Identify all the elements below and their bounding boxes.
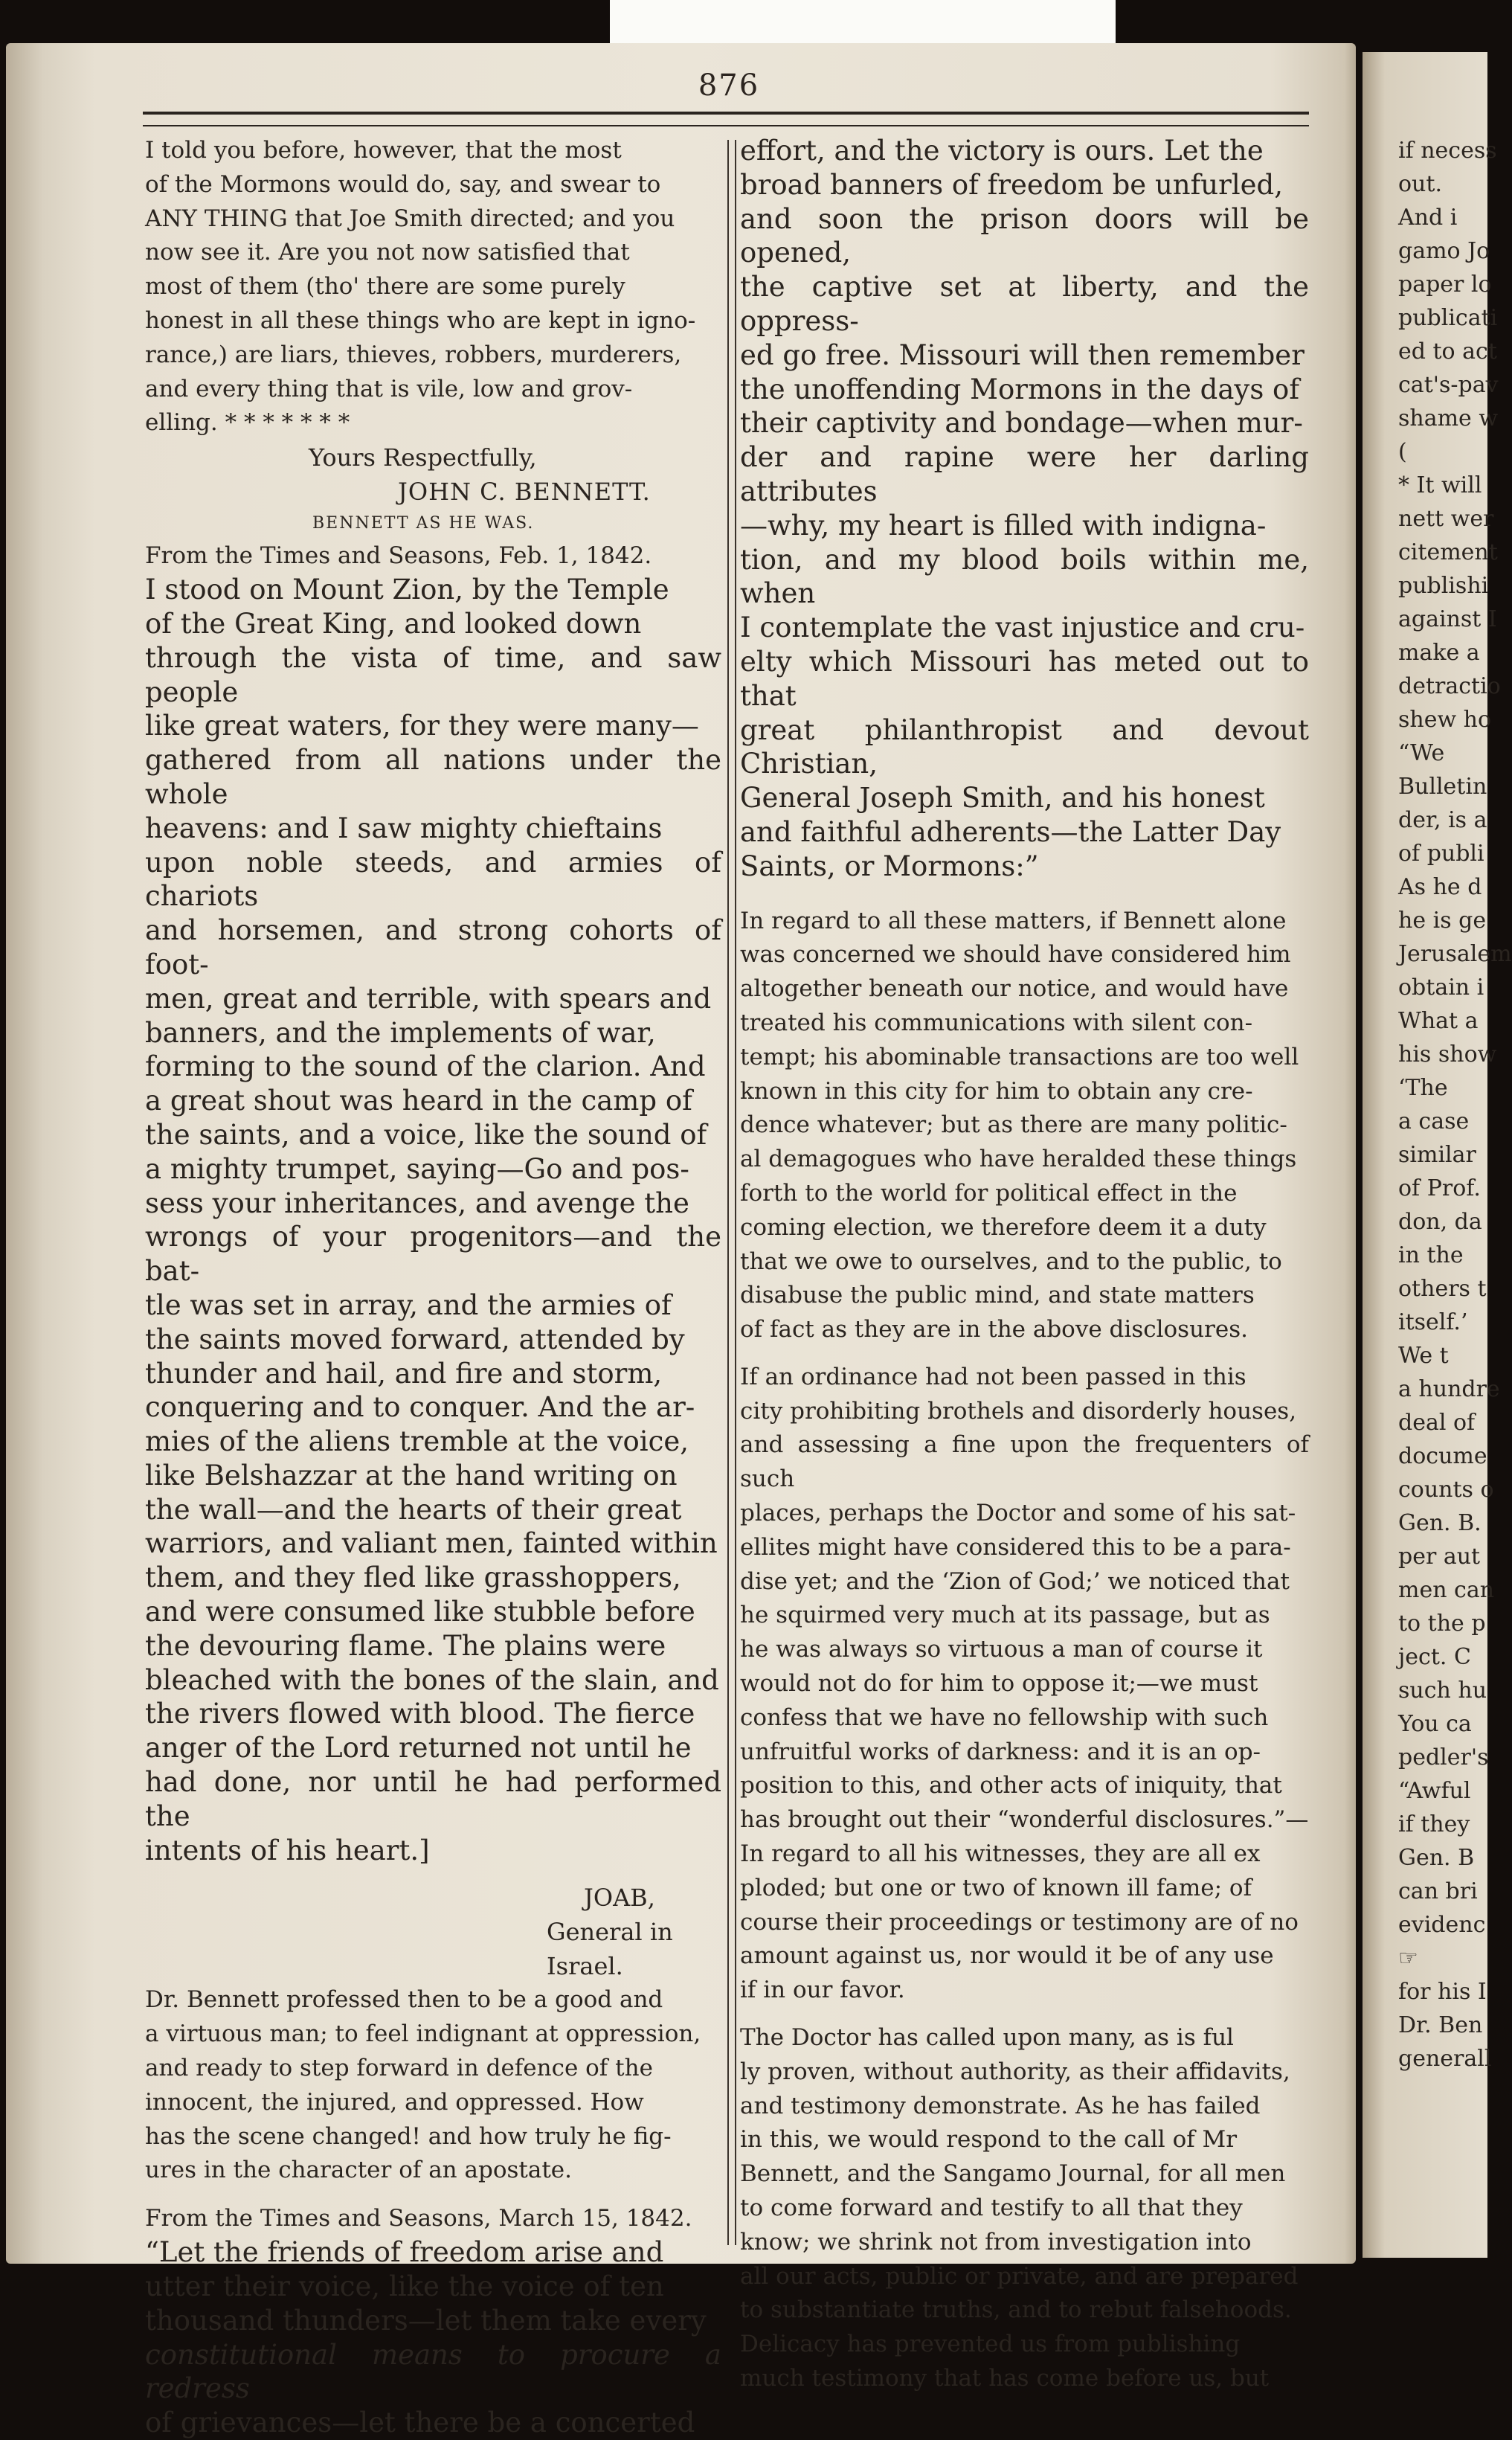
quoted-passage-continued bbox=[740, 134, 1309, 884]
text-line: and soon the prison doors will be opened, bbox=[740, 202, 1309, 269]
text-line: docume bbox=[1398, 1443, 1487, 1469]
text-line: al demagogues who have heralded these things bbox=[740, 1146, 1297, 1173]
editorial-paragraph bbox=[740, 905, 1309, 1347]
header-rule bbox=[143, 112, 1309, 126]
page-number: 876 bbox=[698, 68, 760, 103]
text-line: others t bbox=[1398, 1276, 1487, 1302]
text-line: What a bbox=[1398, 1008, 1479, 1034]
letter-closing: Yours Respectfully, bbox=[309, 443, 537, 472]
text-line: places, perhaps the Doctor and some of his sat- bbox=[740, 1500, 1296, 1527]
text-line: In regard to all these matters, if Bennett alone bbox=[740, 907, 1287, 934]
text-line: in this, we would respond to the call of Mr bbox=[740, 2126, 1238, 2154]
text-line: ject. C bbox=[1398, 1644, 1471, 1670]
text-line: treated his communications with silent con- bbox=[740, 1009, 1253, 1036]
text-line: der and rapine were her darling attributes bbox=[740, 441, 1309, 507]
text-line: make a bbox=[1398, 640, 1480, 666]
text-line: has the scene changed! and how truly he fig- bbox=[145, 2122, 672, 2150]
text-line: amount against us, nor would it be of any use bbox=[740, 1942, 1274, 1970]
left-column bbox=[145, 134, 721, 2440]
text-line: Bulletin bbox=[1398, 774, 1487, 800]
text-line: wrongs of your progenitors—and the bat- bbox=[145, 1221, 721, 1288]
text-line: tempt; his abominable transactions are too well bbox=[740, 1043, 1299, 1070]
text-line: a virtuous man; to feel indignant at oppression, bbox=[145, 2020, 701, 2048]
text-line: bleached with the bones of the slain, and bbox=[145, 1663, 719, 1696]
text-line: shew ho bbox=[1398, 707, 1492, 733]
text-line: has brought out their “wonderful disclosures.”— bbox=[740, 1806, 1309, 1834]
text-line: know; we shrink not from investigation into bbox=[740, 2228, 1252, 2256]
text-line: course their proceedings or testimony are of no bbox=[740, 1908, 1299, 1936]
text-line: utter their voice, like the voice of ten bbox=[145, 2270, 664, 2303]
facing-page-text bbox=[1398, 134, 1512, 2075]
text-line: now see it. Are you not now satisfied that bbox=[145, 239, 630, 266]
text-line: “Let the friends of freedom arise and bbox=[145, 2236, 664, 2269]
text-line: Saints, or Mormons:” bbox=[740, 850, 1039, 882]
text-line: ly proven, without authority, as their affidavits, bbox=[740, 2058, 1290, 2085]
text-line: conquering and to conquer. And the ar- bbox=[145, 1391, 695, 1424]
text-line: counts o bbox=[1398, 1477, 1494, 1503]
facing-page-column bbox=[1398, 134, 1512, 2075]
text-line: that we owe to ourselves, and to the public, to bbox=[740, 1248, 1282, 1275]
text-line: Dr. Bennett professed then to be a good and bbox=[145, 1986, 663, 2014]
text-line: position to this, and other acts of iniquity, that bbox=[740, 1772, 1282, 1800]
text-line: and were consumed like stubble before bbox=[145, 1596, 695, 1628]
source-citation: From the Times and Seasons, Feb. 1, 1842. bbox=[145, 542, 652, 570]
text-line: thunder and hail, and fire and storm, bbox=[145, 1357, 663, 1390]
text-line: I told you before, however, that the most bbox=[145, 137, 622, 164]
text-line: ☞ bbox=[1398, 1945, 1418, 1971]
text-line: elty which Missouri has meted out to that bbox=[740, 645, 1309, 712]
text-line: and every thing that is vile, low and grov- bbox=[145, 375, 633, 402]
text-line: a hundre bbox=[1398, 1376, 1500, 1402]
text-line: innocent, the injured, and oppressed. How bbox=[145, 2088, 644, 2116]
text-line: if in our favor. bbox=[740, 1977, 905, 2004]
text-line: known in this city for him to obtain any cre- bbox=[740, 1077, 1253, 1105]
text-line: heavens: and I saw mighty chieftains bbox=[145, 812, 663, 844]
text-line: the captive set at liberty, and the oppress- bbox=[740, 271, 1309, 337]
text-line: per aut bbox=[1398, 1544, 1481, 1570]
text-line: Bennett, and the Sangamo Journal, for all men bbox=[740, 2160, 1286, 2188]
text-line: don, da bbox=[1398, 1209, 1482, 1235]
text-line: for his I bbox=[1398, 1979, 1487, 2005]
quote-signature-title: General in Israel. bbox=[547, 1918, 673, 1981]
text-line: And i bbox=[1398, 205, 1458, 231]
text-line: most of them (tho' there are some purely bbox=[145, 273, 625, 301]
text-line: generall bbox=[1398, 2046, 1492, 2072]
text-line: publicati bbox=[1398, 305, 1498, 331]
text-line: Gen. B bbox=[1398, 1845, 1475, 1871]
text-line: ures in the character of an apostate. bbox=[145, 2157, 572, 2184]
text-line: anger of the Lord returned not until he bbox=[145, 1732, 692, 1765]
text-line: forth to the world for political effect in the bbox=[740, 1179, 1238, 1207]
text-line: ( bbox=[1398, 439, 1407, 465]
text-line: of Prof. bbox=[1398, 1175, 1481, 1201]
section-caption: BENNETT AS HE WAS. bbox=[312, 514, 535, 533]
text-line: like Belshazzar at the hand writing on bbox=[145, 1459, 678, 1492]
text-line: We t bbox=[1398, 1343, 1449, 1369]
text-line: ‘The bbox=[1398, 1075, 1448, 1101]
spacer bbox=[145, 1867, 721, 1881]
text-line: ellites might have considered this to be a para- bbox=[740, 1533, 1291, 1561]
text-line: and assessing a fine upon the frequenters of such bbox=[740, 1431, 1309, 1493]
spacer bbox=[145, 2188, 721, 2201]
text-line: “Awful bbox=[1398, 1778, 1471, 1804]
text-line: der, is a bbox=[1398, 807, 1487, 833]
text-line: In regard to all his witnesses, they are all ex bbox=[740, 1840, 1261, 1868]
text-line: gathered from all nations under the whole bbox=[145, 744, 721, 810]
text-line: ANY THING that Joe Smith directed; and you bbox=[145, 205, 675, 232]
text-line: dise yet; and the ‘Zion of God;’ we noticed that bbox=[740, 1567, 1290, 1595]
letter-conclusion bbox=[145, 134, 721, 440]
source-citation: From the Times and Seasons, March 15, 1842. bbox=[145, 2205, 692, 2232]
text-line: obtain i bbox=[1398, 975, 1484, 1001]
text-line: As he d bbox=[1398, 874, 1482, 900]
text-line: of fact as they are in the above disclosures. bbox=[740, 1316, 1248, 1343]
text-line: mies of the aliens tremble at the voice, bbox=[145, 1425, 689, 1458]
text-line: —why, my heart is filled with indigna- bbox=[740, 509, 1267, 542]
text-line: General Joseph Smith, and his honest bbox=[740, 782, 1265, 815]
text-line: great philanthropist and devout Christian, bbox=[740, 713, 1309, 780]
text-line: and testimony demonstrate. As he has failed bbox=[740, 2092, 1261, 2119]
text-line: tle was set in array, and the armies of bbox=[145, 1288, 672, 1321]
text-line: forming to the sound of the clarion. And bbox=[145, 1050, 706, 1083]
text-line: banners, and the implements of war, bbox=[145, 1016, 656, 1049]
text-line: itself.’ bbox=[1398, 1309, 1468, 1335]
text-line: to come forward and testify to all that they bbox=[740, 2195, 1243, 2222]
text-line: and horsemen, and strong cohorts of foot- bbox=[145, 914, 721, 980]
text-line: altogether beneath our notice, and would have bbox=[740, 975, 1289, 1003]
text-line: to substantiate truths, and to rebut falsehoods. bbox=[740, 2296, 1292, 2324]
text-line: much testimony that has come before us, but bbox=[740, 2365, 1270, 2392]
quoted-passage bbox=[145, 573, 721, 1867]
text-line: I contemplate the vast injustice and cru- bbox=[740, 611, 1305, 644]
text-line: Dr. Ben bbox=[1398, 2012, 1483, 2038]
text-line: if necess bbox=[1398, 138, 1497, 164]
text-line: Gen. B. bbox=[1398, 1510, 1482, 1536]
text-line: cat's-pav bbox=[1398, 372, 1499, 398]
text-line: the rivers flowed with blood. The fierce bbox=[145, 1698, 695, 1730]
text-line: upon noble steeds, and armies of chariots bbox=[145, 846, 721, 913]
text-line: men can bbox=[1398, 1577, 1495, 1603]
text-line: a case bbox=[1398, 1108, 1470, 1134]
text-line: unfruitful works of darkness: and it is an op- bbox=[740, 1738, 1261, 1765]
text-line: of grievances—let there be a concerted bbox=[145, 2407, 695, 2439]
text-line: had done, nor until he had performed the bbox=[145, 1766, 721, 1832]
text-line: I stood on Mount Zion, by the Temple bbox=[145, 574, 669, 606]
text-line: effort, and the victory is ours. Let the bbox=[740, 135, 1264, 167]
letter-signature: JOHN C. BENNETT. bbox=[398, 478, 651, 507]
text-line: publishi bbox=[1398, 573, 1489, 599]
text-line: the unoffending Mormons in the days of bbox=[740, 373, 1300, 405]
text-line: all our acts, public or private, and are prepared bbox=[740, 2262, 1299, 2290]
text-line: in the bbox=[1398, 1242, 1464, 1268]
text-line: similar bbox=[1398, 1142, 1476, 1168]
middle-column bbox=[740, 134, 1309, 2396]
text-line: he is ge bbox=[1398, 908, 1487, 934]
spacer bbox=[740, 2008, 1309, 2021]
text-line: to the p bbox=[1398, 1611, 1486, 1637]
text-line: “We bbox=[1398, 740, 1445, 766]
text-line: gamo Jo bbox=[1398, 238, 1490, 264]
text-line: thousand thunders—let them take every bbox=[145, 2304, 707, 2337]
text-line: deal of bbox=[1398, 1410, 1476, 1436]
text-line: sess your inheritances, and avenge the bbox=[145, 1187, 689, 1219]
commentary-paragraph bbox=[145, 1983, 721, 2188]
text-line: his show bbox=[1398, 1041, 1497, 1068]
text-line: would not do for him to oppose it;—we must bbox=[740, 1670, 1258, 1698]
text-line: such hu bbox=[1398, 1678, 1487, 1704]
text-line: and faithful adherents—the Latter Day bbox=[740, 815, 1281, 848]
text-line: ed to act bbox=[1398, 338, 1497, 365]
text-line: intents of his heart.] bbox=[145, 1834, 430, 1866]
text-line: ploded; but one or two of known ill fame; of bbox=[740, 1874, 1252, 1901]
text-line: men, great and terrible, with spears and bbox=[145, 982, 712, 1015]
spacer bbox=[740, 1347, 1309, 1361]
text-line: and ready to step forward in defence of the bbox=[145, 2055, 653, 2082]
text-line: if they bbox=[1398, 1811, 1470, 1837]
text-line: ed go free. Missouri will then remember bbox=[740, 338, 1304, 371]
text-line: shame w bbox=[1398, 405, 1499, 431]
text-line: disabuse the public mind, and state matters bbox=[740, 1282, 1255, 1309]
text-line: of the Mormons would do, say, and swear to bbox=[145, 170, 661, 198]
text-line: the saints, and a voice, like the sound of bbox=[145, 1118, 707, 1151]
quote-signature-name: JOAB, bbox=[584, 1884, 655, 1913]
text-line: confess that we have no fellowship with such bbox=[740, 1704, 1269, 1731]
text-line: The Doctor has called upon many, as is ful bbox=[740, 2024, 1234, 2052]
text-line: If an ordinance had not been passed in this bbox=[740, 1363, 1246, 1390]
text-line: the devouring flame. The plains were bbox=[145, 1629, 666, 1662]
text-line: tion, and my blood boils within me, when bbox=[740, 543, 1309, 610]
text-line: detractio bbox=[1398, 673, 1501, 699]
quoted-passage bbox=[145, 2235, 721, 2440]
text-line: the saints moved forward, attended by bbox=[145, 1323, 685, 1355]
text-line: elling. * * * * * * * bbox=[145, 409, 350, 437]
text-line: out. bbox=[1398, 171, 1442, 197]
text-line: he was always so virtuous a man of course it bbox=[740, 1636, 1263, 1663]
text-line: city prohibiting brothels and disorderly houses, bbox=[740, 1397, 1297, 1425]
text-line: a great shout was heard in the camp of bbox=[145, 1085, 692, 1117]
text-line: honest in all these things who are kept in igno- bbox=[145, 306, 696, 334]
text-line: pedler's bbox=[1398, 1744, 1489, 1770]
text-line: You ca bbox=[1398, 1711, 1472, 1737]
text-line: paper lo bbox=[1398, 272, 1492, 298]
text-line: warriors, and valiant men, fainted within bbox=[145, 1527, 718, 1560]
text-line: constitutional means to procure a redress bbox=[145, 2338, 721, 2405]
text-line: was concerned we should have considered him bbox=[740, 941, 1291, 969]
text-line: of the Great King, and looked down bbox=[145, 607, 642, 640]
text-line: nett wer bbox=[1398, 506, 1494, 532]
text-line: their captivity and bondage—when mur- bbox=[740, 407, 1303, 440]
text-line: Jerusalem bbox=[1398, 941, 1512, 967]
spacer bbox=[740, 884, 1309, 905]
text-line: evidenc bbox=[1398, 1912, 1486, 1938]
text-line: citement bbox=[1398, 539, 1498, 565]
text-line: broad banners of freedom be unfurled, bbox=[740, 168, 1283, 201]
editorial-paragraph bbox=[740, 1361, 1309, 2008]
text-line: Delicacy has prevented us from publishing bbox=[740, 2331, 1241, 2358]
text-line: against I bbox=[1398, 606, 1497, 632]
text-line: can bri bbox=[1398, 1878, 1478, 1904]
column-divider bbox=[727, 140, 736, 2245]
text-line: coming election, we therefore deem it a duty bbox=[740, 1213, 1267, 1241]
text-line: the wall—and the hearts of their great bbox=[145, 1493, 682, 1526]
text-line: of publi bbox=[1398, 841, 1484, 867]
text-line: like great waters, for they were many— bbox=[145, 710, 699, 742]
text-line: them, and they fled like grasshoppers, bbox=[145, 1561, 681, 1594]
text-line: a mighty trumpet, saying—Go and pos- bbox=[145, 1152, 689, 1185]
text-line: * It will bbox=[1398, 472, 1482, 498]
text-line: dence whatever; but as there are many politic- bbox=[740, 1111, 1287, 1139]
scanner-background-strip bbox=[610, 0, 1116, 43]
text-line: he squirmed very much at its passage, but as bbox=[740, 1602, 1270, 1629]
text-line: rance,) are liars, thieves, robbers, murderers, bbox=[145, 341, 682, 368]
editorial-paragraph bbox=[740, 2021, 1309, 2396]
text-line: through the vista of time, and saw people bbox=[145, 641, 721, 708]
